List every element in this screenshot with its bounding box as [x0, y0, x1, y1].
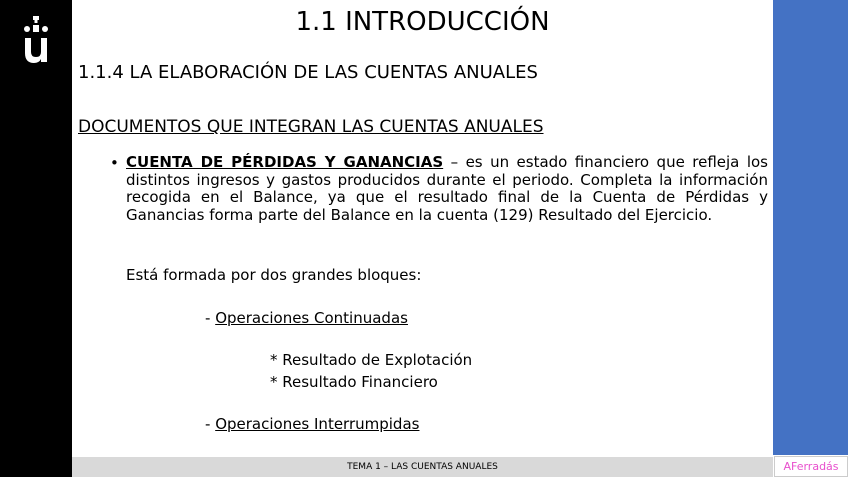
- bullet-paragraph: [126, 154, 768, 224]
- block-label-interrumpidas: Operaciones Interrumpidas: [215, 415, 420, 433]
- slide-title: 1.1 INTRODUCCIÓN: [295, 7, 550, 37]
- block-prefix: -: [205, 415, 216, 433]
- block-interrumpidas: [205, 414, 419, 434]
- left-sidebar-bar: [0, 0, 72, 477]
- slide-subtitle: 1.1.4 LA ELABORACIÓN DE LAS CUENTAS ANUALES: [78, 62, 538, 83]
- section-heading: DOCUMENTOS QUE INTEGRAN LAS CUENTAS ANUALES: [78, 117, 544, 137]
- slide-footer: TEMA 1 – LAS CUENTAS ANUALES: [72, 457, 773, 477]
- university-crest-icon: [22, 16, 50, 64]
- bullet-text: – es un estado financiero que refleja los distintos ingresos y gastos producidos durante el periodo. Completa la información recogida en el Balance, ya que el resultado final de la Cuenta de Pérdidas y Ganancias forma parte del Balance en la cuenta (129) Resultado del Ejercicio.: [126, 153, 768, 224]
- bullet-marker: •: [110, 154, 119, 172]
- block-continuadas: [205, 308, 408, 328]
- list-item-financiero: * Resultado Financiero: [270, 373, 438, 391]
- author-tag: AFerradás: [774, 456, 848, 477]
- right-accent-bar: [773, 0, 848, 455]
- block-label-continuadas: Operaciones Continuadas: [215, 309, 408, 327]
- block-prefix: -: [205, 309, 216, 327]
- bullet-term: CUENTA DE PÉRDIDAS Y GANANCIAS: [126, 153, 444, 171]
- intro-text: Está formada por dos grandes bloques:: [126, 266, 422, 284]
- list-item-explotacion: * Resultado de Explotación: [270, 351, 473, 369]
